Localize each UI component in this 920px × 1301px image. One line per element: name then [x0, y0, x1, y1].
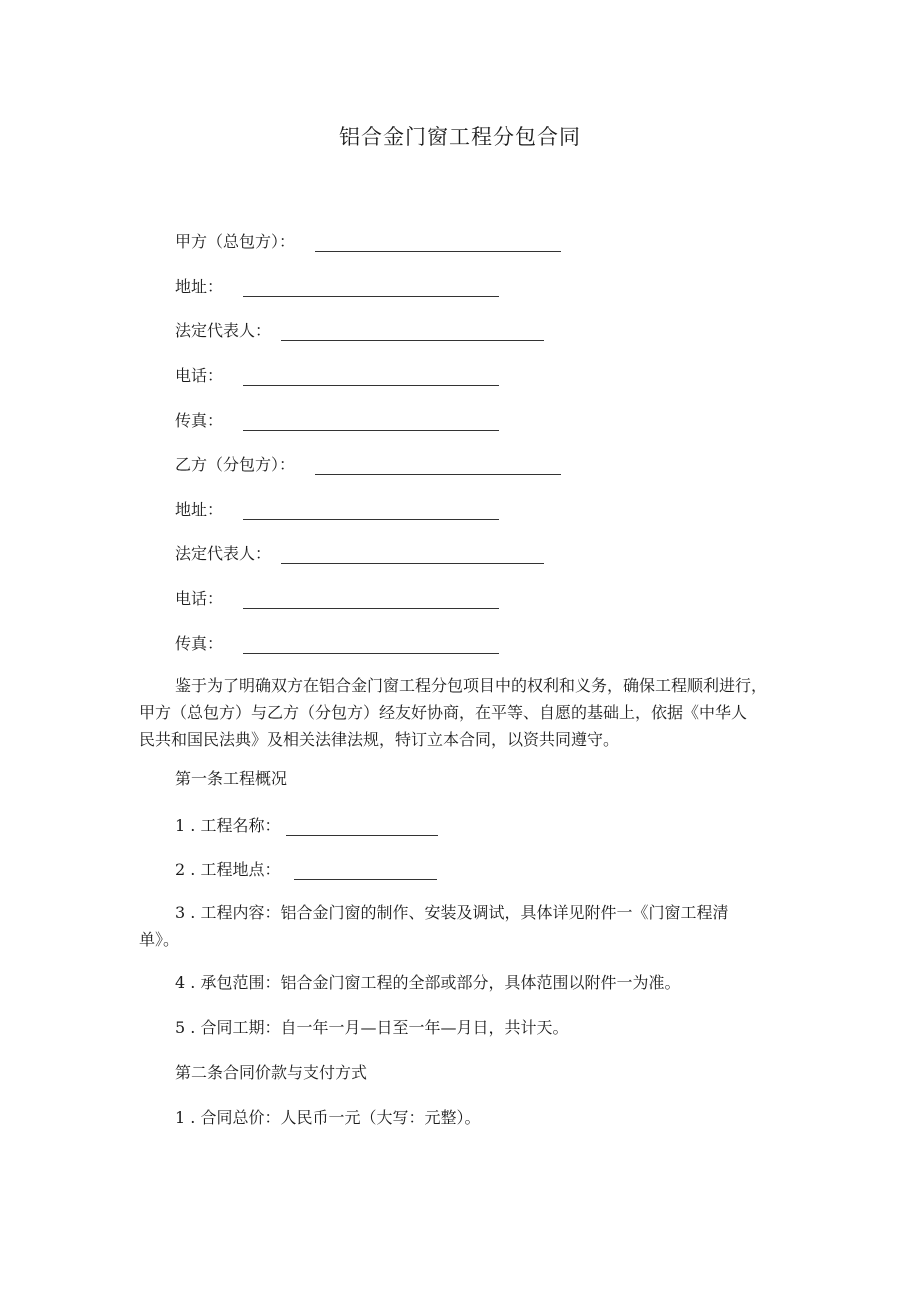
party-a-phone-blank[interactable] [243, 371, 499, 386]
preamble-line-1: 鉴于为了明确双方在铝合金门窗工程分包项目中的权利和义务，确保工程顺利进行， [175, 676, 768, 695]
party-b-address-field [175, 497, 499, 520]
party-b-rep-label: 法定代表人： [175, 544, 272, 563]
party-a-fax-blank[interactable] [243, 416, 499, 431]
party-a-phone-label: 电话： [175, 366, 224, 385]
party-b-address-blank[interactable] [243, 505, 499, 520]
project-location-blank[interactable] [294, 865, 437, 880]
project-name-label: 1 . 工程名称： [175, 816, 281, 835]
party-a-rep-label: 法定代表人： [175, 321, 272, 340]
party-a-address-field [175, 274, 499, 297]
party-a-address-label: 地址： [175, 277, 224, 296]
party-a-label: 甲方（总包方）： [175, 232, 296, 251]
article-1-item-5: 5 . 合同工期：自一年一月—日至一年—月日，共计天。 [175, 1018, 569, 1037]
document-title: 铝合金门窗工程分包合同 [339, 125, 581, 149]
party-a-fax-field [175, 408, 499, 431]
party-a-blank[interactable] [315, 237, 561, 252]
party-b-fax-blank[interactable] [243, 639, 499, 654]
article-1-item-4: 4 . 承包范围：铝合金门窗工程的全部或部分，具体范围以附件一为准。 [175, 973, 681, 992]
party-b-address-label: 地址： [175, 500, 224, 519]
article-1-heading: 第一条工程概况 [175, 769, 288, 788]
party-b-blank[interactable] [315, 460, 561, 475]
party-a-rep-field [175, 318, 544, 341]
party-b-rep-field [175, 541, 544, 564]
preamble-line-2: 甲方（总包方）与乙方（分包方）经友好协商，在平等、自愿的基础上，依据《中华人 [139, 703, 748, 722]
party-b-phone-blank[interactable] [243, 594, 499, 609]
article-1-item-1 [175, 813, 438, 836]
project-location-label: 2 . 工程地点： [175, 860, 281, 879]
party-a-rep-blank[interactable] [281, 326, 544, 341]
party-b-fax-label: 传真： [175, 634, 224, 653]
party-b-rep-blank[interactable] [281, 549, 544, 564]
article-1-item-3-line-2: 单》。 [139, 930, 180, 949]
project-name-blank[interactable] [286, 821, 438, 836]
party-b-fax-field [175, 631, 499, 654]
preamble-line-3: 民共和国民法典》及相关法律法规，特订立本合同，以资共同遵守。 [139, 730, 620, 749]
party-b-phone-label: 电话： [175, 589, 224, 608]
article-1-item-2 [175, 857, 437, 880]
party-a-phone-field [175, 363, 499, 386]
article-2-heading: 第二条合同价款与支付方式 [175, 1063, 368, 1082]
article-2-item-1: 1 . 合同总价：人民币一元（大写：元整）。 [175, 1108, 481, 1127]
article-1-item-3-line-1: 3 . 工程内容：铝合金门窗的制作、安装及调试，具体详见附件一《门窗工程清 [175, 903, 729, 922]
party-b-phone-field [175, 586, 499, 609]
party-a-address-blank[interactable] [243, 282, 499, 297]
party-a-fax-label: 传真： [175, 411, 224, 430]
party-b-label: 乙方（分包方）： [175, 455, 296, 474]
party-a-field [175, 229, 561, 252]
party-b-field [175, 452, 561, 475]
